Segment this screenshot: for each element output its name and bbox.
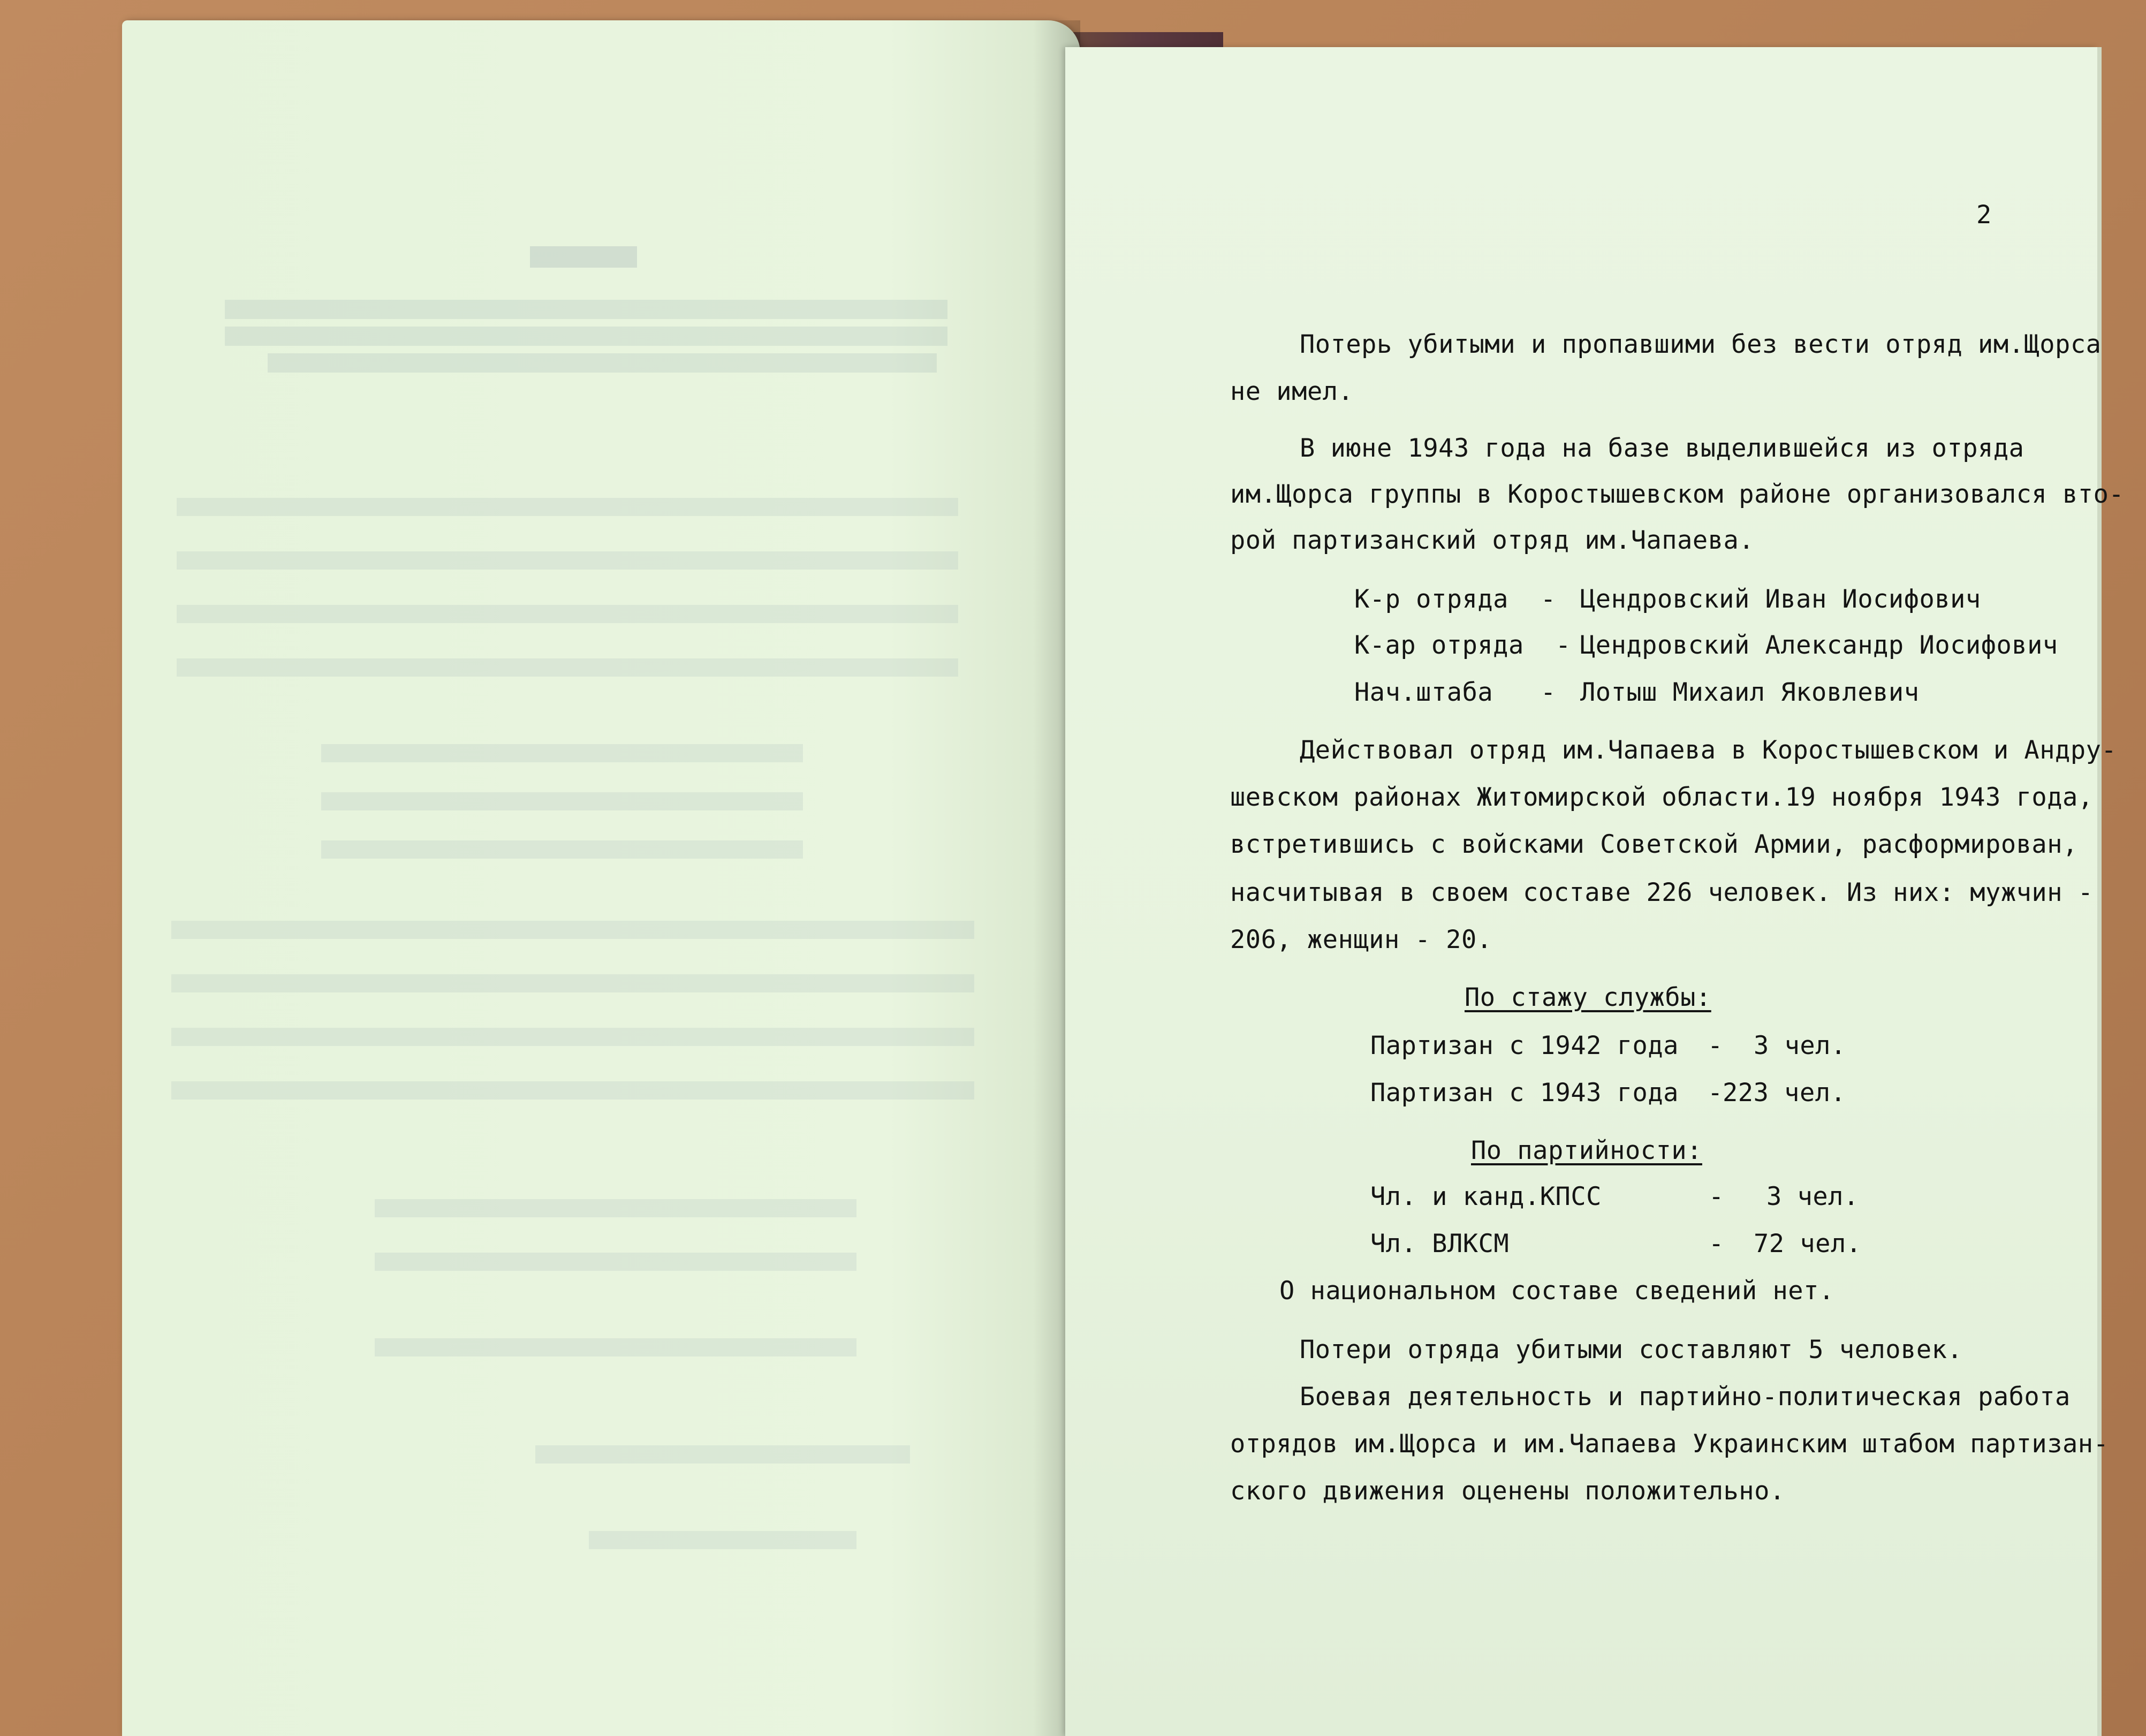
page-number: 2 xyxy=(1976,200,1992,230)
show-through-mark xyxy=(177,658,958,677)
show-through-mark xyxy=(177,605,958,623)
service-label: Партизан с 1943 года xyxy=(1370,1078,1679,1108)
nationality-line: О национальном составе сведений нет. xyxy=(1279,1276,1834,1306)
service-value: 3 чел. xyxy=(1754,1031,1846,1060)
service-heading: По стажу службы: xyxy=(1465,983,1711,1012)
staff-name: Цендровский Александр Иосифович xyxy=(1580,631,2058,660)
show-through-mark xyxy=(225,300,947,319)
show-through-mark xyxy=(589,1531,856,1549)
service-value: 223 чел. xyxy=(1723,1078,1846,1108)
show-through-mark xyxy=(375,1253,856,1271)
activity-line: 206, женщин - 20. xyxy=(1230,925,1492,954)
staff-dash: - xyxy=(1556,631,1571,660)
right-page-edge xyxy=(2097,47,2102,1736)
staff-role: К-р отряда xyxy=(1354,585,1508,614)
service-label: Партизан с 1942 года xyxy=(1370,1031,1679,1060)
staff-name: Лотыш Михаил Яковлевич xyxy=(1580,678,1920,707)
party-value: 72 чел. xyxy=(1754,1229,1862,1259)
party-heading: По партийности: xyxy=(1471,1136,1702,1165)
paragraph-line: В июне 1943 года на базе выделившейся из отряда xyxy=(1300,434,2024,463)
activity-line: насчитывая в своем составе 226 человек. Из них: мужчин - xyxy=(1230,878,2094,907)
party-dash: - xyxy=(1709,1182,1724,1211)
losses-line: Потери отряда убитыми составляют 5 человек. xyxy=(1300,1335,1963,1364)
evaluation-line: отрядов им.Щорса и им.Чапаева Украинским штабом партизан- xyxy=(1230,1429,2109,1459)
evaluation-line: ского движения оценены положительно. xyxy=(1230,1476,1785,1506)
party-label: Чл. и канд.КПСС xyxy=(1370,1182,1602,1211)
party-label: Чл. ВЛКСМ xyxy=(1370,1229,1510,1259)
staff-name: Цендровский Иван Иосифович xyxy=(1580,585,1981,614)
show-through-mark xyxy=(177,551,958,570)
paragraph-line: рой партизанский отряд им.Чапаева. xyxy=(1230,526,1755,555)
show-through-mark xyxy=(225,327,947,346)
activity-line: шевском районах Житомирской области.19 ноября 1943 года, xyxy=(1230,783,2094,812)
party-dash: - xyxy=(1709,1229,1724,1259)
paragraph-line: не имел. xyxy=(1230,377,1354,406)
service-dash: - xyxy=(1708,1078,1723,1108)
staff-role: Нач.штаба xyxy=(1354,678,1493,707)
show-through-mark xyxy=(171,974,974,992)
show-through-mark xyxy=(535,1445,910,1464)
show-through-mark xyxy=(321,840,803,859)
show-through-mark xyxy=(321,792,803,810)
show-through-mark xyxy=(375,1199,856,1217)
staff-dash: - xyxy=(1541,585,1556,614)
show-through-mark xyxy=(375,1338,856,1356)
show-through-mark xyxy=(268,353,937,373)
party-value: 3 чел. xyxy=(1766,1182,1859,1211)
show-through-mark xyxy=(171,1081,974,1100)
evaluation-line: Боевая деятельность и партийно-политическая работа xyxy=(1300,1382,2071,1412)
paragraph-line: им.Щорса группы в Коростышевском районе организовался вто- xyxy=(1230,480,2125,509)
paragraph-line: Потерь убитыми и пропавшими без вести отряд им.Щорса xyxy=(1300,330,2102,359)
left-page-blank xyxy=(122,20,1080,1736)
staff-role: К-ар отряда xyxy=(1354,631,1524,660)
service-dash: - xyxy=(1708,1031,1723,1060)
activity-line: Действовал отряд им.Чапаева в Коростышевском и Андру- xyxy=(1300,736,2117,765)
activity-line: встретившись с войсками Советской Армии, расформирован, xyxy=(1230,830,2078,859)
staff-dash: - xyxy=(1541,678,1556,707)
show-through-mark xyxy=(321,744,803,762)
show-through-mark xyxy=(530,246,637,268)
show-through-mark xyxy=(177,498,958,516)
show-through-mark xyxy=(171,1028,974,1046)
show-through-mark xyxy=(171,921,974,939)
